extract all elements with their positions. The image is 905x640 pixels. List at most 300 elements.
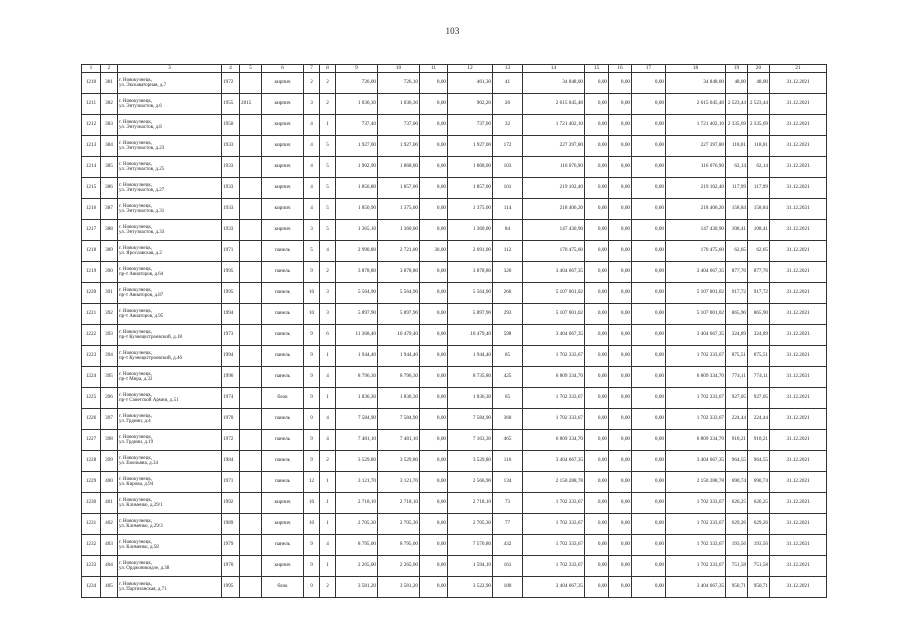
cell-c19: 877,76 bbox=[726, 262, 748, 283]
address-city: г. Новокузнецк, bbox=[119, 119, 153, 125]
cell-c10: 3 878,80 bbox=[378, 262, 420, 283]
cell-c7: 9 bbox=[304, 367, 320, 388]
cell-c15: 0,00 bbox=[585, 367, 609, 388]
cell-c21: 31.12.2021 bbox=[770, 178, 827, 199]
cell-c4: 1992 bbox=[222, 493, 240, 514]
cell-c14: 2 150 288,78 bbox=[523, 472, 585, 493]
cell-c5 bbox=[240, 514, 262, 535]
cell-c13: 101 bbox=[493, 178, 523, 199]
cell-c1: 1233 bbox=[82, 556, 101, 577]
cell-c1: 1224 bbox=[82, 367, 101, 388]
address-street: ул. Грдини, д.19 bbox=[119, 440, 154, 445]
cell-c9: 1 036,30 bbox=[336, 94, 378, 115]
address-city: г. Новокузнецк, bbox=[119, 413, 153, 419]
cell-c12: 1 836,30 bbox=[448, 388, 493, 409]
cell-c21: 31.12.2021 bbox=[770, 556, 827, 577]
cell-c5 bbox=[240, 367, 262, 388]
cell-c8: 2 bbox=[320, 577, 336, 598]
cell-c16: 0,00 bbox=[609, 262, 632, 283]
cell-c17: 0,00 bbox=[632, 430, 666, 451]
cell-c20: 117,99 bbox=[748, 178, 770, 199]
cell-c7: 9 bbox=[304, 325, 320, 346]
cell-c14: 1 702 333,67 bbox=[523, 514, 585, 535]
address-street: ул. Грдини, д.4 bbox=[119, 419, 151, 424]
cell-c5 bbox=[240, 325, 262, 346]
cell-c1: 1210 bbox=[82, 73, 101, 94]
table-row bbox=[82, 556, 827, 577]
cell-c14: 1 702 333,67 bbox=[523, 493, 585, 514]
cell-c11: 0,00 bbox=[420, 472, 448, 493]
address-street: ул. Энтузиастов, д.27 bbox=[119, 188, 165, 193]
table-row bbox=[82, 535, 827, 556]
cell-c4: 1955 bbox=[222, 94, 240, 115]
cell-c1: 1229 bbox=[82, 472, 101, 493]
address-street: ул. Энтузиастов, д.8 bbox=[119, 125, 162, 130]
cell-c18: 1 702 333,67 bbox=[666, 514, 726, 535]
cell-c13: 161 bbox=[493, 556, 523, 577]
cell-c15: 0,00 bbox=[585, 430, 609, 451]
cell-c19: 690,74 bbox=[726, 472, 748, 493]
address-cell bbox=[118, 409, 222, 430]
cell-c20: 751,58 bbox=[748, 556, 770, 577]
cell-c18: 1 702 333,67 bbox=[666, 556, 726, 577]
cell-c6: кирпич bbox=[262, 493, 304, 514]
address-cell bbox=[118, 388, 222, 409]
cell-c11: 0,00 bbox=[420, 157, 448, 178]
cell-c2: 398 bbox=[101, 430, 118, 451]
cell-c6: панель bbox=[262, 472, 304, 493]
table-row bbox=[82, 157, 827, 178]
cell-c6: кирпич bbox=[262, 556, 304, 577]
address-cell bbox=[118, 262, 222, 283]
address-street: ул. Партизанская, д.71 bbox=[119, 587, 167, 592]
cell-c12: 8 735,80 bbox=[448, 367, 493, 388]
cell-c4: 1971 bbox=[222, 241, 240, 262]
cell-c16: 0,00 bbox=[609, 409, 632, 430]
cell-c5 bbox=[240, 136, 262, 157]
cell-c2: 402 bbox=[101, 514, 118, 535]
cell-c1: 1215 bbox=[82, 178, 101, 199]
cell-c17: 0,00 bbox=[632, 199, 666, 220]
cell-c14: 170 475,60 bbox=[523, 241, 585, 262]
address-cell bbox=[118, 493, 222, 514]
address-cell bbox=[118, 136, 222, 157]
address-cell bbox=[118, 94, 222, 115]
address-city: г. Новокузнецк, bbox=[119, 518, 153, 524]
cell-c16: 0,00 bbox=[609, 94, 632, 115]
cell-c2: 396 bbox=[101, 388, 118, 409]
cell-c7: 4 bbox=[304, 136, 320, 157]
cell-c13: 65 bbox=[493, 388, 523, 409]
cell-c20: 877,76 bbox=[748, 262, 770, 283]
cell-c5 bbox=[240, 535, 262, 556]
table-row bbox=[82, 220, 827, 241]
cell-c6: блок bbox=[262, 577, 304, 598]
cell-c17: 0,00 bbox=[632, 493, 666, 514]
cell-c5 bbox=[240, 157, 262, 178]
cell-c5 bbox=[240, 409, 262, 430]
cell-c8: 1 bbox=[320, 493, 336, 514]
cell-c16: 0,00 bbox=[609, 493, 632, 514]
cell-c7: 4 bbox=[304, 157, 320, 178]
cell-c16: 0,00 bbox=[609, 283, 632, 304]
cell-c11: 0,00 bbox=[420, 262, 448, 283]
cell-c15: 0,00 bbox=[585, 325, 609, 346]
cell-c19: 964,55 bbox=[726, 451, 748, 472]
cell-c19: 865,90 bbox=[726, 304, 748, 325]
cell-c18: 5 107 001,02 bbox=[666, 283, 726, 304]
table-row bbox=[82, 136, 827, 157]
cell-c21: 31.12.2021 bbox=[770, 241, 827, 262]
address-city: г. Новокузнецк, bbox=[119, 224, 153, 230]
cell-c10: 1 036,30 bbox=[378, 94, 420, 115]
cell-c4: 1995 bbox=[222, 577, 240, 598]
cell-c19: 224,44 bbox=[726, 409, 748, 430]
cell-c21: 31.12.2021 bbox=[770, 136, 827, 157]
cell-c7: 9 bbox=[304, 535, 320, 556]
cell-c16: 0,00 bbox=[609, 367, 632, 388]
address-cell bbox=[118, 241, 222, 262]
cell-c4: 1933 bbox=[222, 220, 240, 241]
cell-c17: 0,00 bbox=[632, 346, 666, 367]
cell-c11: 0,00 bbox=[420, 115, 448, 136]
cell-c9: 2 990,80 bbox=[336, 241, 378, 262]
cell-c16: 0,00 bbox=[609, 472, 632, 493]
cell-c12: 10 479,40 bbox=[448, 325, 493, 346]
cell-c8: 5 bbox=[320, 220, 336, 241]
cell-c13: 26 bbox=[493, 94, 523, 115]
cell-c17: 0,00 bbox=[632, 472, 666, 493]
cell-c9: 1 836,30 bbox=[336, 388, 378, 409]
cell-c5: 2015 bbox=[240, 94, 262, 115]
cell-c20: 2 335,69 bbox=[748, 115, 770, 136]
cell-c8: 5 bbox=[320, 136, 336, 157]
address-city: г. Новокузнецк, bbox=[119, 539, 153, 545]
cell-c20: 774,11 bbox=[748, 367, 770, 388]
cell-c10: 7 481,10 bbox=[378, 430, 420, 451]
cell-c18: 3 404 667,35 bbox=[666, 262, 726, 283]
column-number-header: 10 bbox=[378, 65, 420, 73]
cell-c16: 0,00 bbox=[609, 430, 632, 451]
address-cell bbox=[118, 304, 222, 325]
cell-c18: 3 404 667,35 bbox=[666, 325, 726, 346]
cell-c14: 6 809 334,70 bbox=[523, 430, 585, 451]
cell-c6: кирпич bbox=[262, 199, 304, 220]
table-row bbox=[82, 409, 827, 430]
cell-c17: 0,00 bbox=[632, 451, 666, 472]
cell-c2: 388 bbox=[101, 220, 118, 241]
cell-c7: 5 bbox=[304, 241, 320, 262]
cell-c11: 0,00 bbox=[420, 493, 448, 514]
cell-c21: 31.12.2021 bbox=[770, 220, 827, 241]
address-street: ул. Орджоникидзе, д.38 bbox=[119, 566, 170, 571]
address-city: г. Новокузнецк, bbox=[119, 77, 153, 83]
cell-c12: 2 718,10 bbox=[448, 493, 493, 514]
column-number-header: 2 bbox=[101, 65, 118, 73]
column-number-header: 16 bbox=[609, 65, 632, 73]
cell-c10: 1 927,00 bbox=[378, 136, 420, 157]
cell-c2: 394 bbox=[101, 346, 118, 367]
cell-c4: 1950 bbox=[222, 115, 240, 136]
cell-c10: 737,00 bbox=[378, 115, 420, 136]
cell-c1: 1231 bbox=[82, 514, 101, 535]
cell-c10: 10 479,40 bbox=[378, 325, 420, 346]
address-city: г. Новокузнецк, bbox=[119, 497, 153, 503]
cell-c21: 31.12.2021 bbox=[770, 535, 827, 556]
cell-c19: 48,00 bbox=[726, 73, 748, 94]
cell-c21: 31.12.2021 bbox=[770, 430, 827, 451]
cell-c19: 875,51 bbox=[726, 346, 748, 367]
cell-c17: 0,00 bbox=[632, 73, 666, 94]
cell-c21: 31.12.2021 bbox=[770, 451, 827, 472]
cell-c13: 425 bbox=[493, 367, 523, 388]
cell-c11: 0,00 bbox=[420, 346, 448, 367]
cell-c10: 1 944,40 bbox=[378, 346, 420, 367]
cell-c21: 31.12.2021 bbox=[770, 73, 827, 94]
cell-c12: 1 360,00 bbox=[448, 220, 493, 241]
cell-c11: 30,00 bbox=[420, 241, 448, 262]
cell-c16: 0,00 bbox=[609, 535, 632, 556]
address-city: г. Новокузнецк, bbox=[119, 434, 153, 440]
cell-c16: 0,00 bbox=[609, 514, 632, 535]
cell-c21: 31.12.2021 bbox=[770, 304, 827, 325]
cell-c15: 0,00 bbox=[585, 472, 609, 493]
cell-c8: 4 bbox=[320, 409, 336, 430]
cell-c19: 626,25 bbox=[726, 493, 748, 514]
cell-c15: 0,00 bbox=[585, 493, 609, 514]
cell-c2: 391 bbox=[101, 283, 118, 304]
cell-c14: 227 397,80 bbox=[523, 136, 585, 157]
cell-c2: 383 bbox=[101, 115, 118, 136]
cell-c14: 218 406,20 bbox=[523, 199, 585, 220]
cell-c13: 112 bbox=[493, 241, 523, 262]
cell-c15: 0,00 bbox=[585, 241, 609, 262]
address-street: пр-т Советской Армии, д.51 bbox=[119, 398, 179, 403]
cell-c6: кирпич bbox=[262, 220, 304, 241]
cell-c18: 227 397,80 bbox=[666, 136, 726, 157]
cell-c7: 9 bbox=[304, 388, 320, 409]
address-street: ул. Клименко, д.58 bbox=[119, 545, 159, 550]
cell-c8: 4 bbox=[320, 367, 336, 388]
column-number-header: 8 bbox=[320, 65, 336, 73]
cell-c20: 910,21 bbox=[748, 430, 770, 451]
cell-c1: 1212 bbox=[82, 115, 101, 136]
cell-c10: 1 836,30 bbox=[378, 388, 420, 409]
cell-c13: 114 bbox=[493, 199, 523, 220]
address-street: ул. Энтузиастов, д.31 bbox=[119, 209, 165, 214]
cell-c18: 218 406,20 bbox=[666, 199, 726, 220]
cell-c17: 0,00 bbox=[632, 367, 666, 388]
cell-c7: 4 bbox=[304, 178, 320, 199]
cell-c19: 118,01 bbox=[726, 136, 748, 157]
cell-c13: 320 bbox=[493, 262, 523, 283]
cell-c9: 3 581,20 bbox=[336, 577, 378, 598]
cell-c12: 7 584,90 bbox=[448, 409, 493, 430]
table-row bbox=[82, 514, 827, 535]
cell-c19: 917,72 bbox=[726, 283, 748, 304]
address-cell bbox=[118, 73, 222, 94]
address-cell bbox=[118, 556, 222, 577]
cell-c4: 1933 bbox=[222, 178, 240, 199]
cell-c10: 3 581,20 bbox=[378, 577, 420, 598]
address-cell bbox=[118, 220, 222, 241]
cell-c14: 1 702 333,67 bbox=[523, 388, 585, 409]
cell-c16: 0,00 bbox=[609, 241, 632, 262]
cell-c20: 927,05 bbox=[748, 388, 770, 409]
cell-c17: 0,00 bbox=[632, 178, 666, 199]
cell-c13: 598 bbox=[493, 325, 523, 346]
address-city: г. Новокузнецк, bbox=[119, 203, 153, 209]
cell-c8: 1 bbox=[320, 346, 336, 367]
cell-c14: 3 404 667,35 bbox=[523, 325, 585, 346]
cell-c13: 360 bbox=[493, 409, 523, 430]
cell-c17: 0,00 bbox=[632, 94, 666, 115]
cell-c13: 432 bbox=[493, 535, 523, 556]
cell-c4: 1970 bbox=[222, 556, 240, 577]
cell-c9: 2 718,10 bbox=[336, 493, 378, 514]
cell-c2: 392 bbox=[101, 304, 118, 325]
cell-c11: 0,00 bbox=[420, 220, 448, 241]
cell-c17: 0,00 bbox=[632, 220, 666, 241]
cell-c20: 118,01 bbox=[748, 136, 770, 157]
cell-c7: 10 bbox=[304, 493, 320, 514]
column-number-header: 9 bbox=[336, 65, 378, 73]
cell-c18: 1 702 333,67 bbox=[666, 535, 726, 556]
cell-c17: 0,00 bbox=[632, 577, 666, 598]
address-city: г. Новокузнецк, bbox=[119, 476, 153, 482]
cell-c21: 31.12.2021 bbox=[770, 472, 827, 493]
address-street: пр-т Авиаторов, д.95 bbox=[119, 314, 164, 319]
cell-c11: 0,00 bbox=[420, 577, 448, 598]
cell-c14: 3 404 667,35 bbox=[523, 262, 585, 283]
cell-c6: кирпич bbox=[262, 136, 304, 157]
cell-c16: 0,00 bbox=[609, 556, 632, 577]
cell-c18: 1 702 333,67 bbox=[666, 346, 726, 367]
cell-c9: 5 564,90 bbox=[336, 283, 378, 304]
cell-c9: 7 584,90 bbox=[336, 409, 378, 430]
cell-c20: 48,00 bbox=[748, 73, 770, 94]
cell-c14: 3 404 667,35 bbox=[523, 577, 585, 598]
cell-c9: 8 795,00 bbox=[336, 535, 378, 556]
address-city: г. Новокузнецк, bbox=[119, 266, 153, 272]
cell-c10: 1 375,00 bbox=[378, 199, 420, 220]
cell-c14: 2 615 045,48 bbox=[523, 94, 585, 115]
cell-c19: 158,84 bbox=[726, 199, 748, 220]
cell-c10: 1 868,00 bbox=[378, 157, 420, 178]
cell-c10: 2 721,00 bbox=[378, 241, 420, 262]
cell-c13: 32 bbox=[493, 115, 523, 136]
cell-c19: 2 523,44 bbox=[726, 94, 748, 115]
cell-c13: 266 bbox=[493, 283, 523, 304]
table-body bbox=[82, 65, 827, 598]
cell-c20: 950,71 bbox=[748, 577, 770, 598]
cell-c21: 31.12.2021 bbox=[770, 367, 827, 388]
cell-c11: 0,00 bbox=[420, 136, 448, 157]
cell-c1: 1225 bbox=[82, 388, 101, 409]
address-cell bbox=[118, 367, 222, 388]
address-city: г. Новокузнецк, bbox=[119, 329, 153, 335]
cell-c17: 0,00 bbox=[632, 262, 666, 283]
cell-c12: 1 375,00 bbox=[448, 199, 493, 220]
cell-c20: 62,14 bbox=[748, 157, 770, 178]
column-number-header: 7 bbox=[304, 65, 320, 73]
cell-c4: 1970 bbox=[222, 409, 240, 430]
cell-c4: 1933 bbox=[222, 136, 240, 157]
cell-c20: 2 523,44 bbox=[748, 94, 770, 115]
cell-c5 bbox=[240, 493, 262, 514]
column-number-header: 12 bbox=[448, 65, 493, 73]
cell-c19: 927,05 bbox=[726, 388, 748, 409]
address-city: г. Новокузнецк, bbox=[119, 308, 153, 314]
table-row bbox=[82, 115, 827, 136]
cell-c18: 170 475,60 bbox=[666, 241, 726, 262]
address-street: ул. Энтузиастов, д.6 bbox=[119, 104, 162, 109]
address-street: ул. Энтузиастов, д.25 bbox=[119, 167, 165, 172]
cell-c19: 62,14 bbox=[726, 157, 748, 178]
cell-c15: 0,00 bbox=[585, 73, 609, 94]
address-city: г. Новокузнецк, bbox=[119, 161, 153, 167]
cell-c5 bbox=[240, 577, 262, 598]
table-row bbox=[82, 346, 827, 367]
cell-c14: 1 702 333,67 bbox=[523, 556, 585, 577]
cell-c12: 5 897,90 bbox=[448, 304, 493, 325]
cell-c15: 0,00 bbox=[585, 409, 609, 430]
cell-c1: 1214 bbox=[82, 157, 101, 178]
address-street: пр-т Кузнецкстроевский, д.18 bbox=[119, 335, 182, 340]
cell-c9: 2 265,00 bbox=[336, 556, 378, 577]
cell-c10: 2 718,10 bbox=[378, 493, 420, 514]
cell-c19: 950,71 bbox=[726, 577, 748, 598]
cell-c12: 3 522,90 bbox=[448, 577, 493, 598]
cell-c20: 158,84 bbox=[748, 199, 770, 220]
cell-c8: 1 bbox=[320, 514, 336, 535]
cell-c8: 3 bbox=[320, 283, 336, 304]
cell-c15: 0,00 bbox=[585, 577, 609, 598]
address-street: пр-т Кузнецкстроевский, д.46 bbox=[119, 356, 182, 361]
cell-c20: 108,41 bbox=[748, 220, 770, 241]
cell-c10: 7 584,90 bbox=[378, 409, 420, 430]
cell-c18: 147 430,90 bbox=[666, 220, 726, 241]
cell-c19: 62,65 bbox=[726, 241, 748, 262]
cell-c6: панель bbox=[262, 304, 304, 325]
address-street: ул. Кирова, д.94 bbox=[119, 482, 154, 487]
address-cell bbox=[118, 115, 222, 136]
cell-c8: 5 bbox=[320, 157, 336, 178]
cell-c17: 0,00 bbox=[632, 241, 666, 262]
address-city: г. Новокузнецк, bbox=[119, 140, 153, 146]
cell-c12: 2 691,00 bbox=[448, 241, 493, 262]
cell-c19: 193,56 bbox=[726, 535, 748, 556]
cell-c8: 2 bbox=[320, 262, 336, 283]
cell-c20: 917,72 bbox=[748, 283, 770, 304]
cell-c7: 9 bbox=[304, 346, 320, 367]
cell-c16: 0,00 bbox=[609, 388, 632, 409]
cell-c19: 751,58 bbox=[726, 556, 748, 577]
cell-c4: 1973 bbox=[222, 325, 240, 346]
cell-c2: 400 bbox=[101, 472, 118, 493]
cell-c2: 403 bbox=[101, 535, 118, 556]
cell-c6: панель bbox=[262, 430, 304, 451]
cell-c14: 1 721 402,10 bbox=[523, 115, 585, 136]
address-street: пр-т Мира, д.32 bbox=[119, 377, 153, 382]
address-city: г. Новокузнецк, bbox=[119, 287, 153, 293]
cell-c16: 0,00 bbox=[609, 346, 632, 367]
cell-c2: 401 bbox=[101, 493, 118, 514]
cell-c17: 0,00 bbox=[632, 304, 666, 325]
address-cell bbox=[118, 199, 222, 220]
table-row bbox=[82, 472, 827, 493]
cell-c14: 5 107 001,02 bbox=[523, 304, 585, 325]
